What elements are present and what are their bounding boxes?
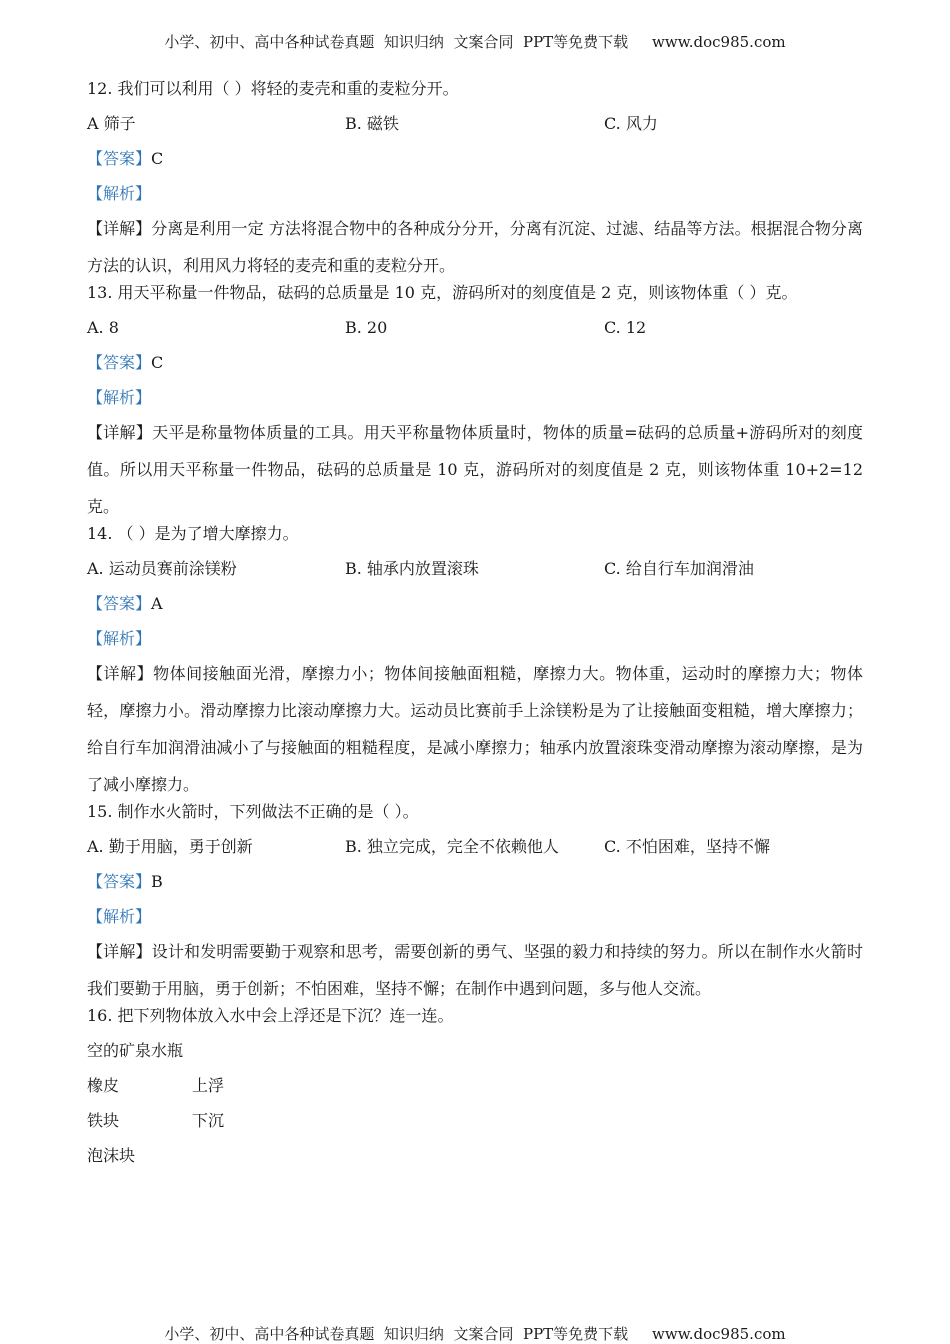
matching-item: 铁块 [87, 1111, 120, 1130]
option-a: A. 运动员赛前涂镁粉 [87, 559, 237, 578]
page-content [87, 78, 863, 1180]
answer-label: 【答案】 [87, 594, 152, 613]
option-c: C. 给自行车加润滑油 [604, 559, 754, 578]
page-footer: 小学、初中、高中各种试卷真题 知识归纳 文案合同 PPT等免费下载 www.doc985.com [164, 1325, 786, 1343]
matching-item: 泡沫块 [87, 1146, 136, 1165]
analysis-label: 【解析】 [87, 388, 152, 407]
answer-line [87, 148, 863, 183]
answer-value: B [151, 872, 163, 891]
answer-line [87, 352, 863, 387]
answer-value: C [151, 149, 164, 168]
options-row [87, 558, 863, 593]
detail-paragraph [87, 655, 863, 803]
answer-value: A [151, 594, 163, 613]
matching-row [87, 1145, 863, 1180]
options-row [87, 113, 863, 148]
question-stem: 13. 用天平称量一件物品，砝码的总质量是 10 克，游码所对的刻度值是 2 克，则该物体重（ ）克。 [87, 283, 798, 302]
question-stem: 14. （ ）是为了增大摩擦力。 [87, 524, 299, 543]
page-header: 小学、初中、高中各种试卷真题 知识归纳 文案合同 PPT等免费下载 www.doc985.com [164, 33, 786, 51]
options-row [87, 317, 863, 352]
option-b: B. 独立完成，完全不依赖他人 [345, 837, 559, 856]
answer-line [87, 871, 863, 906]
answer-value: C [151, 353, 164, 372]
detail-text: 设计和发明需要勤于观察和思考，需要创新的勇气、坚强的毅力和持续的努力。所以在制作水火箭时我们要勤于用脑，勇于创新；不怕困难，坚持不懈；在制作中遇到问题，多与他人交流。 [87, 942, 863, 998]
detail-text: 天平是称量物体质量的工具。用天平称量物体质量时，物体的质量=砝码的总质量+游码所对的刻度值。所以用天平称量一件物品，砝码的总质量是 10 克，游码所对的刻度值是 2 克，则该物体重 10+2=12 克。 [87, 423, 863, 516]
analysis-label: 【解析】 [87, 184, 152, 203]
detail-text: 分离是利用一定 方法将混合物中的各种成分分开，分离有沉淀、过滤、结晶等方法。根据混合物分离方法的认识，利用风力将轻的麦壳和重的麦粒分开。 [87, 219, 863, 275]
option-c: C. 风力 [604, 114, 658, 133]
option-a: A 筛子 [87, 114, 136, 133]
detail-label: 【详解】 [87, 219, 152, 238]
answer-label: 【答案】 [87, 353, 152, 372]
question-stem: 12. 我们可以利用（ ）将轻的麦壳和重的麦粒分开。 [87, 79, 459, 98]
option-a: A. 勤于用脑，勇于创新 [87, 837, 253, 856]
detail-label: 【详解】 [87, 423, 153, 442]
detail-label: 【详解】 [87, 664, 154, 683]
detail-label: 【详解】 [87, 942, 152, 961]
option-b: B. 轴承内放置滚珠 [345, 559, 479, 578]
analysis-label: 【解析】 [87, 907, 152, 926]
matching-target: 上浮 [192, 1076, 225, 1095]
option-b: B. 磁铁 [345, 114, 399, 133]
detail-paragraph [87, 933, 863, 1007]
matching-target: 下沉 [192, 1111, 225, 1130]
matching-row [87, 1075, 863, 1110]
answer-label: 【答案】 [87, 149, 152, 168]
question-stem: 16. 把下列物体放入水中会上浮还是下沉？连一连。 [87, 1006, 454, 1025]
matching-item: 橡皮 [87, 1076, 120, 1095]
matching-row [87, 1040, 863, 1075]
matching-row [87, 1110, 863, 1145]
answer-line [87, 593, 863, 628]
option-c: C. 12 [604, 318, 647, 337]
option-a: A. 8 [87, 318, 119, 337]
detail-paragraph [87, 210, 863, 284]
option-c: C. 不怕困难，坚持不懈 [604, 837, 770, 856]
options-row [87, 836, 863, 871]
answer-label: 【答案】 [87, 872, 152, 891]
detail-text: 物体间接触面光滑，摩擦力小；物体间接触面粗糙，摩擦力大。物体重，运动时的摩擦力大；物体轻，摩擦力小。滑动摩擦力比滚动摩擦力大。运动员比赛前手上涂镁粉是为了让接触面变粗糙，增大摩擦力；给自行车加润滑油减小了与接触面的粗糙程度，是减小摩擦力；轴承内放置滚珠变滑动摩擦为滚动摩擦，是为了减小摩擦力。 [87, 664, 863, 794]
detail-paragraph [87, 414, 863, 525]
analysis-label: 【解析】 [87, 629, 152, 648]
option-b: B. 20 [345, 318, 388, 337]
matching-item: 空的矿泉水瓶 [87, 1041, 184, 1060]
question-stem: 15. 制作水火箭时，下列做法不正确的是（ ）。 [87, 802, 419, 821]
